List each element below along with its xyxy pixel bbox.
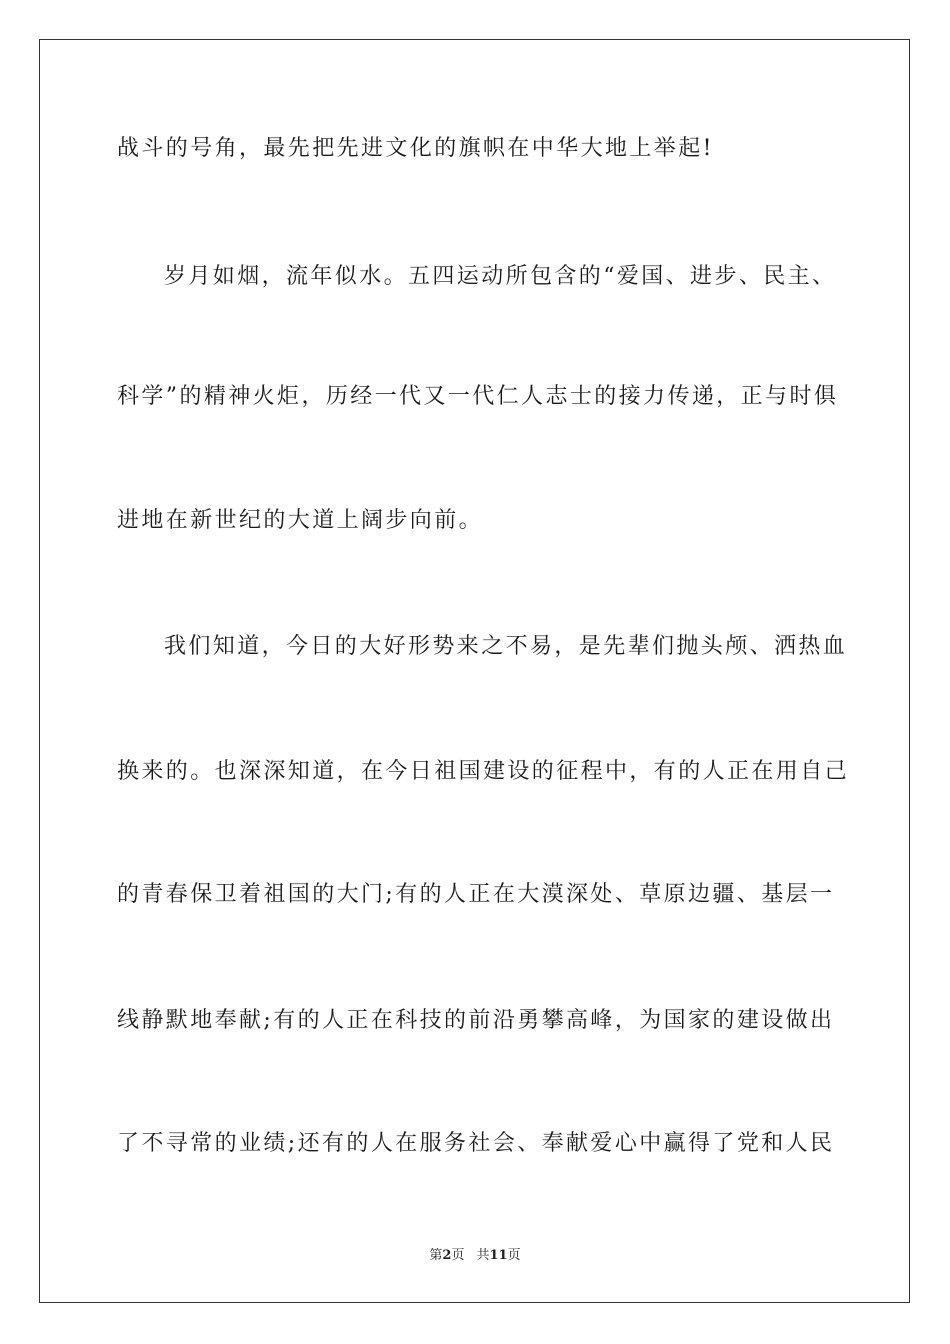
text-line-5: 我们知道，今日的大好形势来之不易，是先辈们抛头颅、洒热血 <box>164 634 848 659</box>
text-line-6: 换来的。也深深知道，在今日祖国建设的征程中，有的人正在用自己 <box>117 759 850 784</box>
text-line-7: 的青春保卫着祖国的大门;有的人正在大漠深处、草原边疆、基层一 <box>117 882 835 907</box>
total-suffix: 页 <box>507 1248 521 1263</box>
total-prefix: 共 <box>476 1248 490 1263</box>
text-line-8: 线静默地奉献;有的人正在科技的前沿勇攀高峰，为国家的建设做出 <box>117 1008 835 1033</box>
text-line-1: 战斗的号角，最先把先进文化的旗帜在中华大地上举起! <box>117 136 714 161</box>
total-pages: 11 <box>489 1248 508 1263</box>
text-line-2: 岁月如烟，流年似水。五四运动所包含的“爱国、进步、民主、 <box>164 264 837 289</box>
page-prefix: 第 <box>429 1248 443 1263</box>
text-line-9: 了不寻常的业绩;还有的人在服务社会、奉献爱心中赢得了党和人民 <box>117 1131 835 1156</box>
page-suffix: 页 <box>451 1248 465 1263</box>
page-border <box>39 39 910 1303</box>
page-number: 2 <box>442 1248 452 1263</box>
text-line-3: 科学”的精神火炬，历经一代又一代仁人志士的接力传递，正与时俱 <box>117 384 839 409</box>
page-footer <box>0 1247 950 1265</box>
text-line-4: 进地在新世纪的大道上阔步向前。 <box>117 508 484 533</box>
